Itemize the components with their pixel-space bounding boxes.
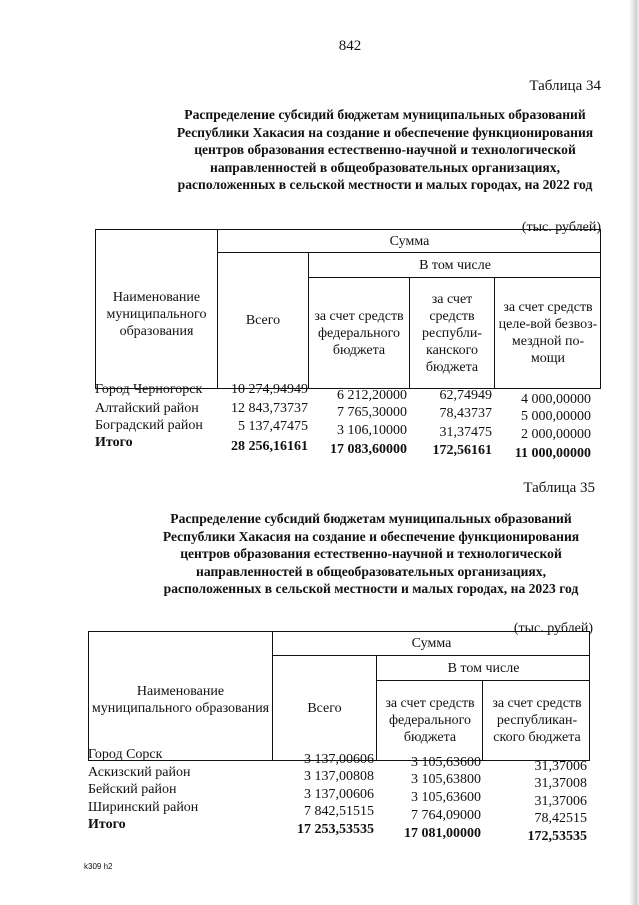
table35-col-federal-header: за счет средств федерального бюджета: [385, 696, 475, 745]
row-name: Город Сорск: [88, 747, 163, 762]
row-total: 17 253,53535: [297, 822, 374, 837]
row-republic: 78,43737: [439, 406, 492, 421]
row-federal: 3 106,10000: [337, 423, 407, 438]
table34-sum-header: Сумма: [389, 233, 430, 249]
table34-col-federal-header: за счет средств федерального бюджета: [314, 308, 404, 358]
row-total: 10 274,94949: [231, 382, 308, 397]
row-gratuitous: 11 000,00000: [514, 446, 591, 461]
row-name: Итого: [88, 817, 126, 832]
row-name: Бейский район: [88, 782, 177, 797]
table34-title-line: направленностей в общеобразовательных организациях,: [210, 159, 560, 175]
table35-title-line: Распределение субсидий бюджетам муниципальных образований: [170, 511, 572, 526]
table34-col-republic-header: за счет средств республи-канского бюджета: [422, 291, 482, 375]
row-federal: 3 105,63800: [411, 772, 481, 787]
row-republic: 172,53535: [527, 829, 587, 844]
row-federal: 17 083,60000: [330, 442, 407, 457]
table35-col-republic-header: за счет средств республикан-ского бюджета: [492, 696, 582, 745]
row-republic: 31,37008: [534, 776, 587, 791]
table35-including-header: В том числе: [447, 660, 520, 676]
row-name: Алтайский район: [95, 401, 199, 416]
row-federal: 6 212,20000: [337, 388, 407, 403]
row-total: 28 256,16161: [231, 439, 308, 454]
table34-units: (тыс. рублей): [521, 220, 601, 235]
row-total: 5 137,47475: [238, 419, 308, 434]
page-number: 842: [338, 38, 362, 54]
table35-col-name-header: Наименование муниципального образования: [91, 684, 270, 716]
row-name: Ширинский район: [88, 800, 199, 815]
row-federal: 3 105,63600: [411, 755, 481, 770]
row-federal: 17 081,00000: [404, 826, 481, 841]
row-republic: 62,74949: [439, 388, 492, 403]
row-name: Аскизский район: [88, 765, 191, 780]
table34-title-line: Республики Хакасия на создание и обеспечение функционирования: [176, 124, 594, 140]
table35-title-line: центров образования естественно-научной и технологической: [180, 546, 562, 561]
footer-code: k309 h2: [84, 862, 113, 871]
row-gratuitous: 4 000,00000: [521, 392, 591, 407]
table35-sum-header: Сумма: [411, 636, 452, 651]
row-republic: 172,56161: [432, 443, 492, 458]
table35-title-line: направленностей в общеобразовательных организациях,: [196, 563, 546, 579]
row-gratuitous: 5 000,00000: [521, 409, 591, 424]
table35-title: [36, 510, 639, 598]
row-total: 12 843,73737: [231, 401, 308, 416]
table34-title-line: расположенных в сельской местности и малых городах, на 2022 год: [177, 177, 593, 192]
table34-title-line: Распределение субсидий бюджетам муниципальных образований: [184, 107, 586, 122]
table35-label: Таблица 35: [523, 480, 595, 496]
table34-label: Таблица 34: [529, 78, 601, 94]
row-federal: 3 105,63600: [411, 790, 481, 805]
row-name: Итого: [95, 435, 133, 450]
row-total: 3 137,00606: [304, 787, 374, 802]
row-republic: 31,37475: [439, 425, 492, 440]
row-total: 3 137,00808: [304, 769, 374, 784]
table34-title-line: центров образования естественно-научной и технологической: [194, 142, 576, 157]
table35-title-line: Республики Хакасия на создание и обеспечение функционирования: [162, 528, 580, 544]
table34-col-name-header: Наименование муниципального образования: [106, 289, 207, 339]
row-republic: 31,37006: [534, 759, 587, 774]
table35-units: (тыс. рублей): [513, 621, 593, 636]
table35-col-total-header: Всего: [307, 700, 342, 716]
row-name: Город Черногорск: [95, 382, 203, 397]
table34-col-total-header: Всего: [245, 313, 281, 328]
row-total: 3 137,00606: [304, 752, 374, 767]
row-federal: 7 765,30000: [337, 405, 407, 420]
row-republic: 78,42515: [534, 811, 587, 826]
table34-including-header: В том числе: [419, 257, 491, 273]
table34-col-gratuitous-header: за счет средств целе-вой безвоз-мездной по-мощи: [498, 300, 598, 366]
row-name: Боградский район: [95, 418, 203, 433]
table35-title-line: расположенных в сельской местности и малых городах, на 2023 год: [163, 581, 579, 596]
row-total: 7 842,51515: [304, 804, 374, 819]
row-gratuitous: 2 000,00000: [521, 427, 591, 442]
row-federal: 7 764,09000: [411, 808, 481, 823]
table34-title: [50, 106, 639, 194]
row-republic: 31,37006: [534, 794, 587, 809]
